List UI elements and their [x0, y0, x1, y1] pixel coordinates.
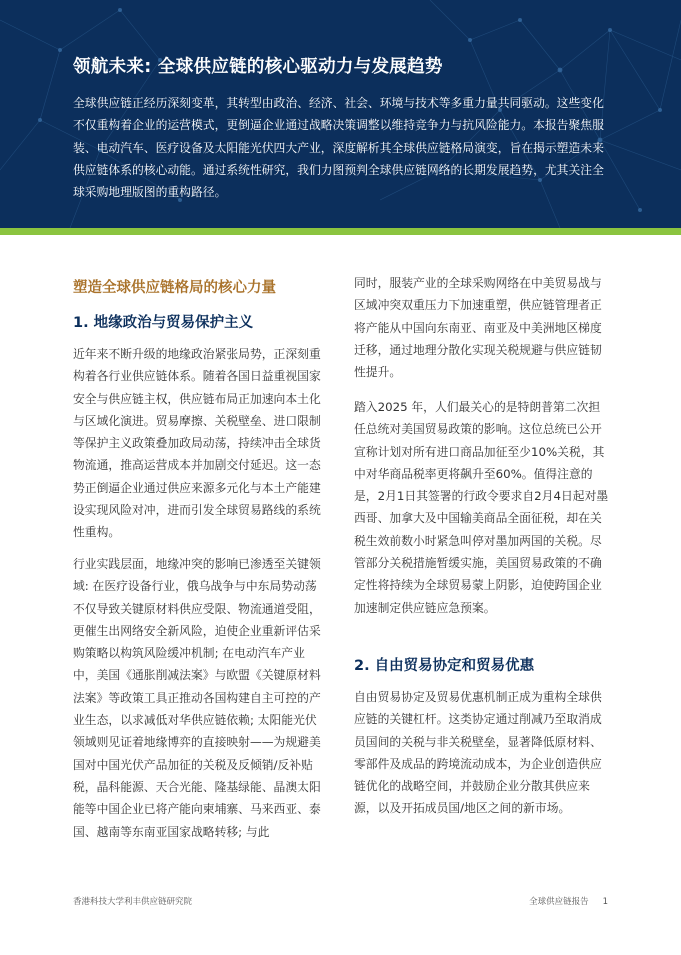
- heading-free-trade: 2. 自由贸易协定和贸易优惠: [354, 658, 535, 674]
- footer-institute: 香港科技大学利丰供应链研究院: [73, 897, 193, 907]
- intro-paragraph: 全球供应链正经历深刻变革，其转型由政治、经济、社会、环境与技术等多重力量共同驱动。这些变化不仅重构着企业的运营模式，更倒逼企业通过战略决策调整以维持竞争力与抗风险能力。本报告聚焦服装、电动汽车、医疗设备及太阳能光伏四大产业，深度解析其全球供应链格局演变，旨在揭示塑造未来供应链体系的核心动能。通过系统性研究，我们力图预判全球供应链网络的长期发展趋势，尤其关注全球采购地理版图的重构路径。: [73, 96, 604, 200]
- section-title: 塑造全球供应链格局的核心力量: [73, 280, 276, 296]
- footer-report-name: 全球供应链报告: [529, 897, 589, 907]
- paragraph-apparel: 同时，服装产业的全球采购网络在中美贸易战与区域冲突双重压力下加速重塑，供应链管理者正将产能从中国向东南亚、南亚及中美洲地区梯度迁移，通过地理分散化实现关税规避与供应链韧性提升。: [354, 276, 602, 380]
- page-number: 1: [602, 897, 608, 907]
- paragraph-free-trade: 自由贸易协定及贸易优惠机制正成为重构全球供应链的关键杠杆。这类协定通过削减乃至取消成员国间的关税与非关税壁垒，显著降低原材料、零部件及成品的跨境流动成本，为企业创造供应链优化的战略空间，并鼓励企业分散其供应来源，以及开拓成员国/地区之间的新市场。: [354, 690, 602, 816]
- page-title: 领航未来: 全球供应链的核心驱动力与发展趋势: [73, 57, 443, 77]
- accent-divider: [0, 228, 681, 235]
- header-banner: [0, 0, 681, 228]
- heading-geopolitics: 1. 地缘政治与贸易保护主义: [73, 315, 254, 331]
- paragraph-geopolitics-1: 近年来不断升级的地缘政治紧张局势，正深刻重构着各行业供应链体系。随着各国日益重视国家安全与供应链主权，供应链布局正加速向本土化与区域化演进。贸易摩擦、关税壁垒、进口限制等保护主义政策叠加政局动荡，持续冲击全球货物流通，推高运营成本并加剧交付延迟。这一态势正倒逼企业通过供应来源多元化与本土产能建设实现风险对冲，进而引发全球贸易路线的系统性重构。: [73, 347, 321, 540]
- footer-report-info: [529, 895, 608, 907]
- paragraph-geopolitics-2: 行业实践层面，地缘冲突的影响已渗透至关键领域: 在医疗设备行业，俄乌战争与中东局势动荡不仅导致关键原材料供应受限、物流通道受阻，更催生出网络安全新风险，迫使企业重新评估采购策略以构筑风险缓冲机制; 在电动汽车产业中，美国《通胀削减法案》与欧盟《关键原材料法案》等政策工具正推动各国构建自主可控的产业生态，以求减低对华供应链依赖; 太阳能光伏领域则见证着地缘博弈的直接映射——为规避美国对中国光伏产品加征的关税及反倾销/反补贴税，晶科能源、天合光能、隆基绿能、晶澳太阳能等中国企业已将产能向柬埔寨、马来西亚、泰国、越南等东南亚国家战略转移; 与此: [73, 557, 321, 839]
- paragraph-2025-policy: 踏入2025 年，人们最关心的是特朗普第二次担任总统对美国贸易政策的影响。这位总统已公开宣称计划对所有进口商品加征至少10%关税，其中对华商品税率更将飙升至60%。值得注意的是，2月1日其签署的行政令要求自2月4日起对墨西哥、加拿大及中国输美商品全面征税，却在关税生效前数小时紧急叫停对墨加两国的关税。尽管部分关税措施暂缓实施，美国贸易政策的不确定性将持续为全球贸易蒙上阴影，迫使跨国企业加速制定供应链应急预案。: [354, 400, 609, 615]
